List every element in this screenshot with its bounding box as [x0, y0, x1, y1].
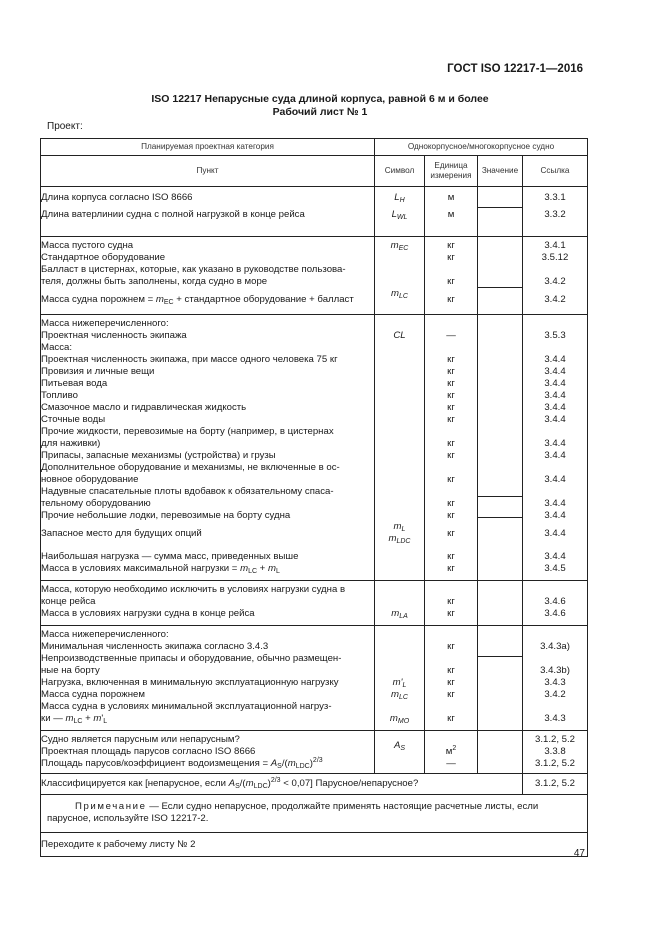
project-label: Проект: — [47, 121, 83, 132]
item-line: Наибольшая нагрузка — сумма масс, приведенных выше — [41, 551, 299, 562]
category-header: Планируемая проектная категория — [41, 139, 375, 156]
col-ref-header: Ссылка — [523, 156, 588, 187]
ref-cell: 3.4.3 — [544, 677, 566, 688]
item-line: Запасное место для будущих опций — [41, 528, 202, 539]
ref-cell: 3.4.6 — [544, 596, 566, 607]
ref-cell: 3.1.2, 5.2 — [534, 758, 575, 769]
unit-cell: кг — [447, 689, 455, 700]
item-line: Смазочное масло и гидравлическая жидкость — [41, 402, 247, 413]
item-line: Проектная численность экипажа, при массе одного человека 75 кг — [41, 354, 338, 365]
ref-cell: 3.4.4 — [544, 510, 566, 521]
item-waterline-length: Длина ватерлинии судна с полной нагрузкой в конце рейса — [41, 209, 305, 220]
item-empty-craft-mass: Масса пустого судна — [41, 240, 134, 251]
document-title — [40, 93, 600, 119]
ref-cell: 3.4.4 — [544, 414, 566, 425]
item-line: ные на борту — [41, 665, 100, 676]
unit-cell: кг — [447, 474, 455, 485]
unit-cell: м — [447, 192, 455, 203]
ref-cell: 3.4.3 — [544, 713, 566, 724]
unit-cell: кг — [447, 510, 455, 521]
value-input[interactable] — [478, 237, 522, 287]
value-input[interactable] — [478, 207, 522, 236]
standard-number: ГОСТ ISO 12217-1—2016 — [447, 63, 583, 75]
value-input[interactable] — [478, 496, 522, 517]
symbol-LWL: $L_{WL}$ — [391, 209, 408, 221]
unit-cell: кг — [447, 551, 455, 562]
ref-cell: 3.4.4 — [544, 474, 566, 485]
value-input[interactable] — [478, 517, 522, 580]
item-line: Питьевая вода — [41, 378, 108, 389]
col-symbol-header: Символ — [375, 156, 425, 187]
classification-question: Классифицируется как [непарусное, если $A_S/(m_{LDC})^{2/3} < 0,07$] Парусное/непарусное? — [41, 777, 419, 790]
item-line: Нагрузка, включенная в минимальную эксплуатационную нагрузку — [41, 677, 339, 688]
ref-cell: 3.4.2 — [544, 689, 566, 700]
value-input[interactable] — [478, 731, 522, 773]
item-line: Прочие жидкости, перевозимые на борту (например, в цистернах — [41, 426, 334, 437]
ref-cell: 3.4.5 — [544, 563, 566, 574]
value-input[interactable] — [478, 581, 522, 625]
note-line-2: парусное, используйте ISO 12217-2. — [47, 813, 209, 824]
item-hull-length: Длина корпуса согласно ISO 8666 — [41, 192, 193, 203]
page-number: 47 — [573, 848, 585, 859]
worksheet-table — [40, 138, 588, 857]
item-line: Масса судна в условиях минимальной эксплуатационной нагруз- — [41, 701, 332, 712]
col-unit-header — [425, 156, 478, 187]
item-line: новное оборудование — [41, 474, 139, 485]
symbol-mMO: $m_{MO}$ — [389, 713, 410, 725]
unit-cell: кг — [447, 240, 455, 251]
section-arrival — [41, 581, 588, 626]
symbol-mLC: $m_{LC}$ — [391, 288, 408, 300]
section-lightcraft — [41, 237, 588, 315]
note-label: Примечание — [75, 801, 147, 812]
goto-worksheet-2: Переходите к рабочему листу № 2 — [41, 833, 588, 857]
value-input[interactable] — [478, 187, 522, 207]
ref-cell: 3.4.4 — [544, 390, 566, 401]
section-lengths — [41, 187, 588, 237]
item-ballast-line2: теля, должны быть заполнены, когда судно в море — [41, 276, 268, 287]
item-ballast-line1: Балласт в цистернах, которые, как указано в руководстве пользова- — [41, 264, 346, 275]
unit-cell: — — [446, 330, 456, 341]
item-light-craft-mass: Масса судна порожнем = $m_{EC}$ + стандартное оборудование + балласт — [41, 294, 354, 306]
item-line: конце рейса — [41, 596, 96, 607]
symbol-m-prime-L: $m'_L$ — [392, 677, 407, 689]
item-line: ки — $m_{LC} + m'_L$ — [41, 713, 108, 725]
unit-cell: кг — [447, 498, 455, 509]
item-line: Масса судна порожнем — [41, 689, 145, 700]
item-line: Проектная площадь парусов согласно ISO 8666 — [41, 746, 256, 757]
unit-cell: кг — [447, 665, 455, 676]
ref-cell: 3.5.3 — [544, 330, 566, 341]
unit-cell: кг — [447, 438, 455, 449]
ref-cell: 3.4.4 — [544, 528, 566, 539]
section-loads — [41, 315, 588, 581]
ref-cell: 3.4.3b) — [540, 665, 570, 676]
col-value-header: Значение — [478, 156, 523, 187]
item-line: Масса нижеперечисленного: — [41, 629, 169, 640]
ref-cell: 3.4.6 — [544, 608, 566, 619]
item-line: Топливо — [41, 390, 78, 401]
value-input[interactable] — [478, 315, 522, 496]
unit-cell: $м^2$ — [445, 745, 457, 757]
ref-cell: 3.4.4 — [544, 366, 566, 377]
unit-cell: кг — [447, 276, 455, 287]
ref-cell: 3.4.1 — [544, 240, 566, 251]
note-row — [41, 795, 588, 833]
unit-cell: кг — [447, 450, 455, 461]
ref-cell: 3.4.4 — [544, 438, 566, 449]
unit-cell: кг — [447, 563, 455, 574]
symbol-mLA: $m_{LA}$ — [391, 608, 408, 620]
item-line: Проектная численность экипажа — [41, 330, 187, 341]
item-line: для наживки) — [41, 438, 101, 449]
ref-cell: 3.3.2 — [544, 209, 566, 220]
section-min-operating — [41, 626, 588, 731]
unit-cell: кг — [447, 608, 455, 619]
ref-cell: 3.4.4 — [544, 450, 566, 461]
unit-cell: кг — [447, 641, 455, 652]
item-line: Масса в условиях максимальной нагрузки = $m_{LC} + m_L$ — [41, 563, 280, 575]
title-line-1: ISO 12217 Непарусные суда длиной корпуса, равной 6 м и более — [151, 93, 489, 105]
item-line: Прочие небольшие лодки, перевозимые на борту судна — [41, 510, 291, 521]
item-line: Масса, которую необходимо исключить в условиях нагрузки судна в — [41, 584, 346, 595]
col-item-header: Пункт — [41, 156, 375, 187]
unit-cell: кг — [447, 252, 455, 263]
item-line: Припасы, запасные механизмы (устройства) и грузы — [41, 450, 276, 461]
ref-cell: 3.3.8 — [544, 746, 566, 757]
ref-cell: 3.1.2, 5.2 — [534, 734, 575, 745]
ref-cell: 3.4.4 — [544, 402, 566, 413]
unit-cell: — — [446, 758, 456, 769]
ref-cell: 3.4.4 — [544, 378, 566, 389]
symbol-mL: $m_L$ — [393, 521, 406, 533]
symbol-CL: CL — [393, 330, 406, 341]
ref-cell: 3.4.4 — [544, 354, 566, 365]
ref-cell: 3.4.4 — [544, 498, 566, 509]
unit-header-line-1: Единица — [434, 161, 468, 170]
value-input[interactable] — [478, 287, 522, 314]
symbol-mLC: $m_{LC}$ — [391, 689, 408, 701]
unit-cell: кг — [447, 596, 455, 607]
section-sail — [41, 731, 588, 774]
ref-cell: 3.4.2 — [544, 276, 566, 287]
unit-cell: м — [447, 209, 455, 220]
unit-cell: кг — [447, 390, 455, 401]
unit-cell: кг — [447, 677, 455, 688]
item-line: Масса нижеперечисленного: — [41, 318, 169, 329]
ref-cell: 3.4.3a) — [540, 641, 570, 652]
title-line-2: Рабочий лист № 1 — [272, 106, 368, 118]
item-line: тельному оборудованию — [41, 498, 151, 509]
ref-cell: 3.1.2, 5.2 — [523, 774, 588, 795]
item-line: Минимальная численность экипажа согласно 3.4.3 — [41, 641, 269, 652]
vessel-type-header: Однокорпусное/многокорпусное судно — [375, 139, 588, 156]
unit-header-line-2: измерения — [430, 171, 472, 180]
unit-cell: кг — [447, 294, 455, 305]
item-line: Масса: — [41, 342, 73, 353]
item-line: Масса в условиях нагрузки судна в конце рейса — [41, 608, 255, 619]
item-line: Непроизводственные припасы и оборудование, обычно размещен- — [41, 653, 342, 664]
note-line-1: Примечание — Если судно непарусное, продолжайте применять настоящие расчетные листы, если — [75, 801, 539, 812]
unit-cell: кг — [447, 528, 455, 539]
ref-cell: 3.4.2 — [544, 294, 566, 305]
ref-cell: 3.5.12 — [541, 252, 569, 263]
symbol-LH: $L_H$ — [394, 192, 405, 204]
value-input[interactable] — [478, 626, 522, 656]
item-line: Провизия и личные вещи — [41, 366, 155, 377]
symbol-mEC: $m_{EC}$ — [390, 240, 409, 252]
goto-row — [41, 833, 588, 857]
unit-cell: кг — [447, 354, 455, 365]
ref-cell: 3.4.4 — [544, 551, 566, 562]
unit-cell: кг — [447, 713, 455, 724]
item-line: Площадь парусов/коэффициент водоизмещения = $A_S/(m_{LDC})^{2/3}$ — [41, 757, 323, 770]
unit-cell: кг — [447, 414, 455, 425]
item-line: Судно является парусным или непарусным? — [41, 734, 240, 745]
unit-cell: кг — [447, 402, 455, 413]
symbol-mLDC: $m_{LDC}$ — [388, 533, 411, 545]
item-line: Дополнительное оборудование и механизмы, не включенные в ос- — [41, 462, 340, 473]
unit-cell: кг — [447, 378, 455, 389]
unit-cell: кг — [447, 366, 455, 377]
section-classification — [41, 774, 588, 795]
item-standard-equipment: Стандартное оборудование — [41, 252, 166, 263]
value-input[interactable] — [478, 656, 522, 730]
item-line: Надувные спасательные плоты вдобавок к обязательному спаса- — [41, 486, 334, 497]
item-line: Сточные воды — [41, 414, 106, 425]
ref-cell: 3.3.1 — [544, 192, 566, 203]
symbol-AS: $A_S$ — [393, 740, 406, 752]
